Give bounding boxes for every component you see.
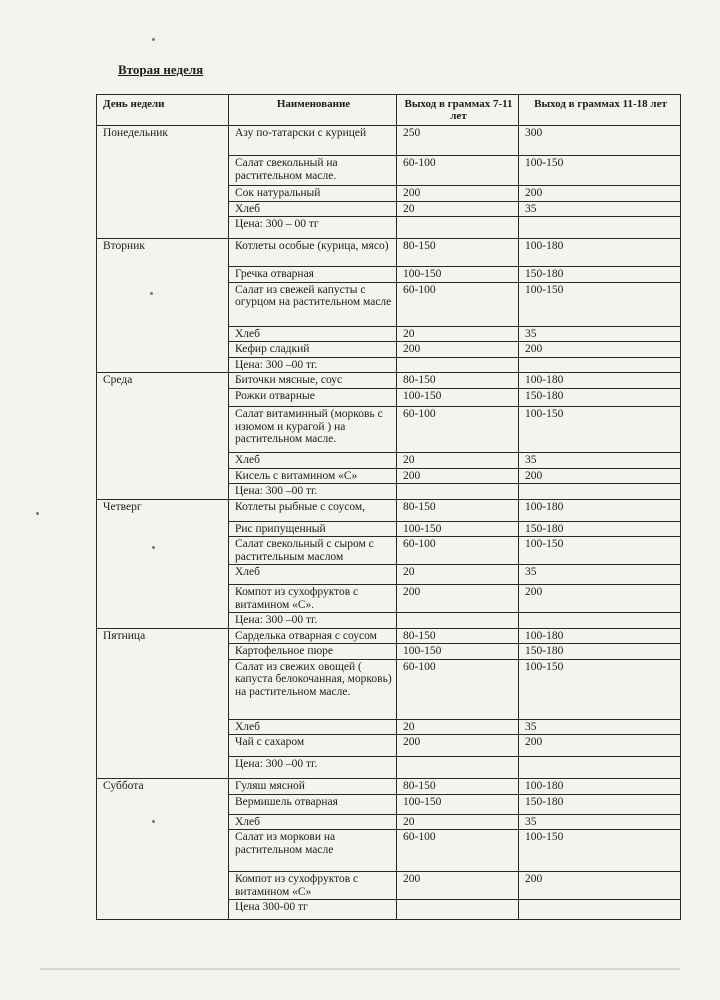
table-row (97, 126, 681, 156)
yield-7-11-cell: 80-150 (397, 779, 519, 795)
yield-7-11-cell: 20 (397, 814, 519, 830)
table-row (97, 628, 681, 644)
dish-name-cell: Цена: 300 –00 тг. (229, 757, 397, 779)
dish-name-cell: Компот из сухофруктов с витамином «С» (229, 872, 397, 900)
dish-name-cell: Кефир сладкий (229, 342, 397, 358)
dish-name-cell: Сок натуральный (229, 186, 397, 202)
day-cell: Среда (97, 373, 229, 500)
day-cell: Понедельник (97, 126, 229, 239)
yield-11-18-cell: 35 (519, 326, 681, 342)
yield-7-11-cell: 60-100 (397, 156, 519, 186)
yield-11-18-cell: 100-150 (519, 156, 681, 186)
yield-7-11-cell: 80-150 (397, 373, 519, 389)
table-row (97, 239, 681, 267)
dish-name-cell: Цена 300-00 тг (229, 900, 397, 920)
table-row (97, 373, 681, 389)
yield-7-11-cell (397, 217, 519, 239)
dish-name-cell: Цена: 300 –00 тг. (229, 484, 397, 500)
dish-name-cell: Салат свекольный на растительном масле. (229, 156, 397, 186)
dish-name-cell: Цена: 300 –00 тг. (229, 357, 397, 373)
yield-7-11-cell: 100-150 (397, 794, 519, 814)
column-header-day: День недели (97, 95, 229, 126)
dish-name-cell: Рожки отварные (229, 389, 397, 407)
yield-7-11-cell: 200 (397, 186, 519, 202)
yield-11-18-cell: 200 (519, 342, 681, 358)
dish-name-cell: Хлеб (229, 326, 397, 342)
yield-7-11-cell: 60-100 (397, 830, 519, 872)
dish-name-cell: Азу по-татарски с курицей (229, 126, 397, 156)
yield-11-18-cell: 100-150 (519, 407, 681, 453)
yield-7-11-cell: 80-150 (397, 239, 519, 267)
yield-11-18-cell (519, 484, 681, 500)
yield-11-18-cell: 35 (519, 814, 681, 830)
yield-11-18-cell: 200 (519, 872, 681, 900)
yield-7-11-cell: 20 (397, 719, 519, 735)
dish-name-cell: Салат витаминный (морковь с изюмом и курагой ) на растительном масле. (229, 407, 397, 453)
yield-7-11-cell: 200 (397, 735, 519, 757)
yield-7-11-cell (397, 484, 519, 500)
yield-11-18-cell: 150-180 (519, 389, 681, 407)
yield-11-18-cell: 100-180 (519, 239, 681, 267)
dish-name-cell: Хлеб (229, 453, 397, 469)
yield-11-18-cell: 150-180 (519, 521, 681, 537)
yield-7-11-cell: 20 (397, 453, 519, 469)
yield-7-11-cell: 200 (397, 585, 519, 613)
yield-11-18-cell: 150-180 (519, 794, 681, 814)
yield-11-18-cell: 100-180 (519, 779, 681, 795)
yield-7-11-cell: 200 (397, 872, 519, 900)
dish-name-cell: Хлеб (229, 719, 397, 735)
dish-name-cell: Сарделька отварная с соусом (229, 628, 397, 644)
yield-7-11-cell: 100-150 (397, 389, 519, 407)
yield-7-11-cell (397, 900, 519, 920)
yield-7-11-cell (397, 357, 519, 373)
menu-table (96, 94, 681, 920)
yield-7-11-cell: 60-100 (397, 282, 519, 326)
dish-name-cell: Цена: 300 –00 тг. (229, 613, 397, 629)
dish-name-cell: Чай с сахаром (229, 735, 397, 757)
yield-11-18-cell: 100-150 (519, 282, 681, 326)
dish-name-cell: Салат из свежей капусты с огурцом на растительном масле (229, 282, 397, 326)
dish-name-cell: Салат из моркови на растительном масле (229, 830, 397, 872)
yield-7-11-cell: 250 (397, 126, 519, 156)
yield-7-11-cell: 80-150 (397, 628, 519, 644)
yield-11-18-cell (519, 613, 681, 629)
yield-11-18-cell (519, 357, 681, 373)
dish-name-cell: Салат из свежих овощей ( капуста белокочанная, морковь) на растительном масле. (229, 659, 397, 719)
day-cell: Четверг (97, 499, 229, 628)
yield-7-11-cell: 100-150 (397, 644, 519, 660)
yield-11-18-cell (519, 217, 681, 239)
column-header-yield-7-11: Выход в граммах 7-11 лет (397, 95, 519, 126)
dish-name-cell: Котлеты особые (курица, мясо) (229, 239, 397, 267)
dish-name-cell: Рис припущенный (229, 521, 397, 537)
yield-11-18-cell: 300 (519, 126, 681, 156)
day-cell: Вторник (97, 239, 229, 373)
page-title: Вторая неделя (118, 62, 204, 77)
yield-11-18-cell: 100-150 (519, 659, 681, 719)
dish-name-cell: Кисель с витамином «С» (229, 468, 397, 484)
yield-11-18-cell: 100-180 (519, 373, 681, 389)
yield-7-11-cell: 60-100 (397, 407, 519, 453)
menu-table-body (97, 126, 681, 920)
yield-11-18-cell: 200 (519, 186, 681, 202)
yield-7-11-cell (397, 757, 519, 779)
dish-name-cell: Гречка отварная (229, 267, 397, 283)
column-header-yield-11-18: Выход в граммах 11-18 лет (519, 95, 681, 126)
yield-7-11-cell: 20 (397, 326, 519, 342)
yield-7-11-cell: 200 (397, 342, 519, 358)
table-row (97, 499, 681, 521)
yield-7-11-cell: 20 (397, 201, 519, 217)
yield-7-11-cell: 100-150 (397, 267, 519, 283)
dish-name-cell: Хлеб (229, 565, 397, 585)
yield-7-11-cell: 200 (397, 468, 519, 484)
dish-name-cell: Цена: 300 – 00 тг (229, 217, 397, 239)
yield-11-18-cell: 150-180 (519, 644, 681, 660)
yield-11-18-cell: 200 (519, 585, 681, 613)
yield-7-11-cell: 60-100 (397, 537, 519, 565)
day-cell: Пятница (97, 628, 229, 779)
yield-11-18-cell: 35 (519, 201, 681, 217)
yield-7-11-cell (397, 613, 519, 629)
dish-name-cell: Биточки мясные, соус (229, 373, 397, 389)
yield-11-18-cell: 100-150 (519, 830, 681, 872)
yield-11-18-cell: 200 (519, 735, 681, 757)
yield-11-18-cell: 150-180 (519, 267, 681, 283)
dish-name-cell: Вермишель отварная (229, 794, 397, 814)
dish-name-cell: Хлеб (229, 201, 397, 217)
yield-11-18-cell: 35 (519, 453, 681, 469)
yield-11-18-cell (519, 757, 681, 779)
dish-name-cell: Картофельное пюре (229, 644, 397, 660)
yield-11-18-cell: 200 (519, 468, 681, 484)
yield-7-11-cell: 20 (397, 565, 519, 585)
yield-11-18-cell: 35 (519, 719, 681, 735)
yield-11-18-cell: 100-180 (519, 499, 681, 521)
yield-7-11-cell: 60-100 (397, 659, 519, 719)
day-cell: Суббота (97, 779, 229, 920)
dish-name-cell: Хлеб (229, 814, 397, 830)
scan-artifact-line (40, 968, 680, 970)
column-header-name: Наименование (229, 95, 397, 126)
table-header-row (97, 95, 681, 126)
yield-11-18-cell: 100-180 (519, 628, 681, 644)
yield-7-11-cell: 100-150 (397, 521, 519, 537)
yield-7-11-cell: 80-150 (397, 499, 519, 521)
dish-name-cell: Гуляш мясной (229, 779, 397, 795)
dish-name-cell: Салат свекольный с сыром с растительным маслом (229, 537, 397, 565)
yield-11-18-cell: 100-150 (519, 537, 681, 565)
table-row (97, 779, 681, 795)
dish-name-cell: Компот из сухофруктов с витамином «С». (229, 585, 397, 613)
yield-11-18-cell (519, 900, 681, 920)
yield-11-18-cell: 35 (519, 565, 681, 585)
dish-name-cell: Котлеты рыбные с соусом, (229, 499, 397, 521)
